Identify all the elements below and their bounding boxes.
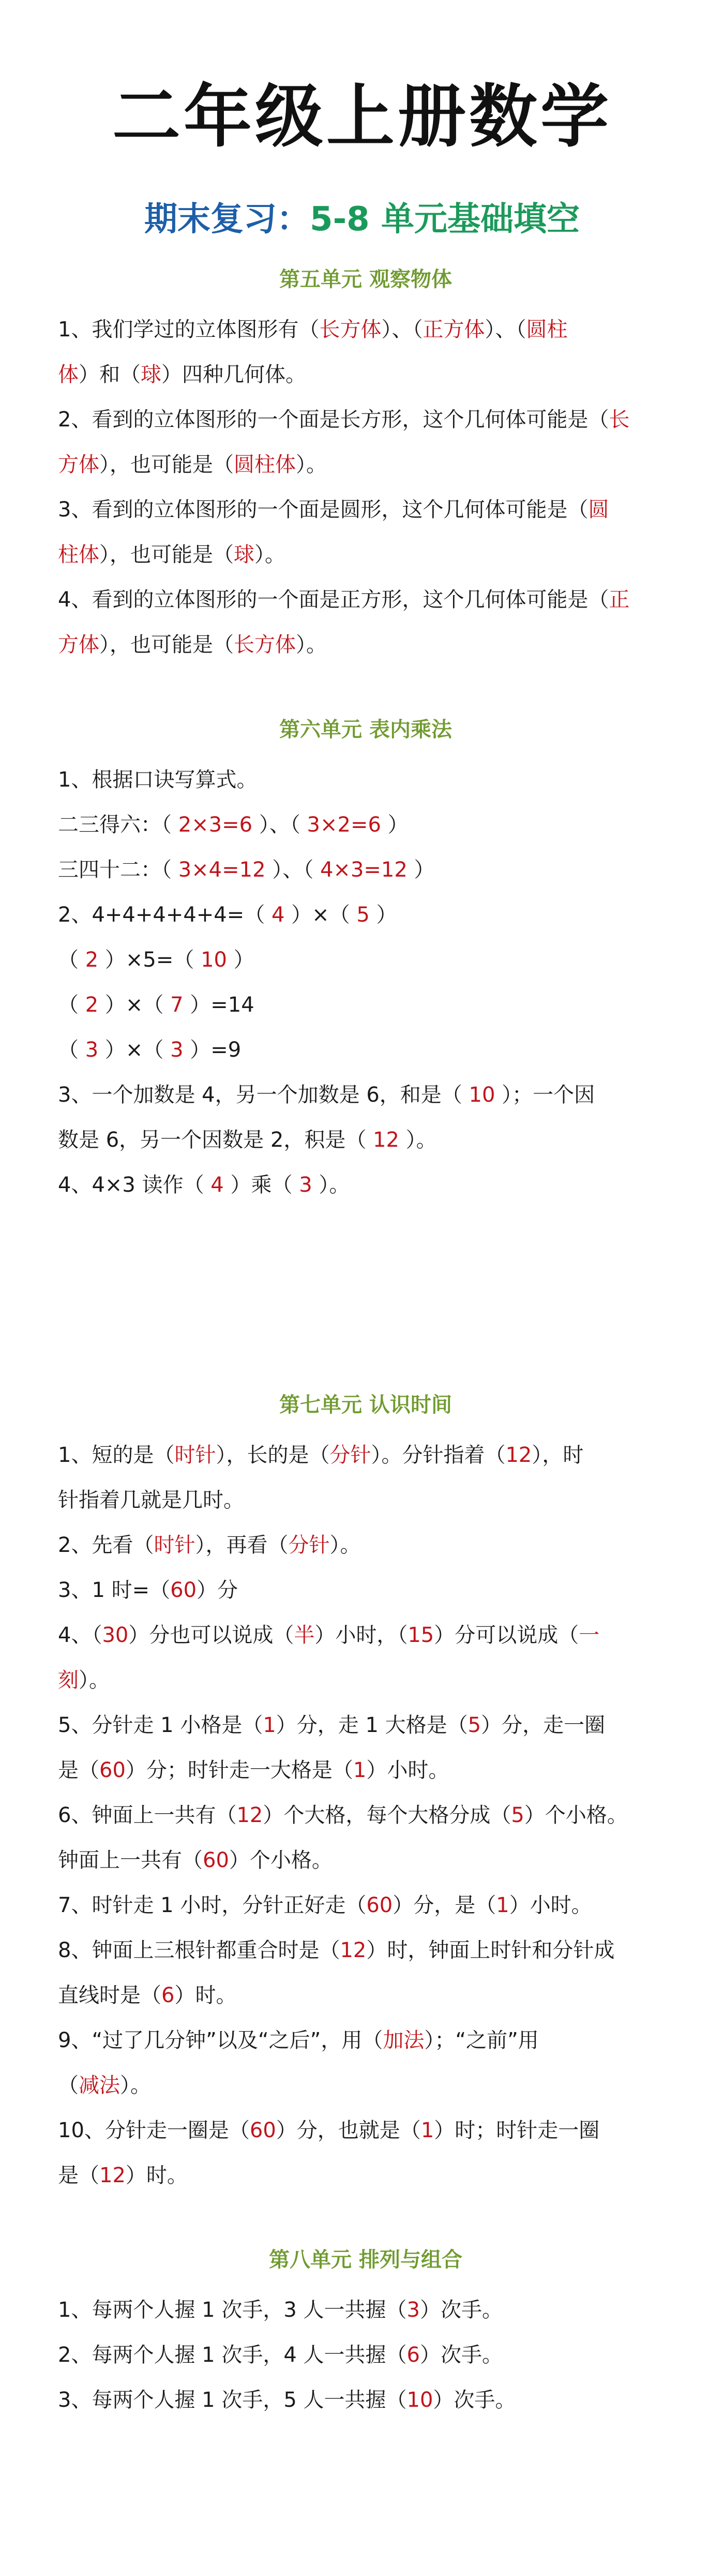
answer-text: 10 [406,2388,433,2412]
question-line [58,758,673,803]
question-text: ）分可以说成（ [434,1623,579,1647]
question-line [58,1928,673,1973]
answer-text: 柱体 [58,543,99,567]
answer-text: 5 [511,1803,524,1827]
question-text: 10、分针走一圈是（ [58,2119,250,2142]
section-title: 第七单元 认识时间 [279,1393,452,1417]
question-text: 直线时是（ [58,1983,161,2007]
answer-text: 方体 [58,453,99,477]
answer-text: 60 [366,1893,393,1917]
question-text: ）时。 [125,2164,188,2187]
question-text: 1、短的是（ [58,1443,175,1467]
question-text: 7、时针走 1 小时，分针正好走（ [58,1893,367,1917]
question-line [58,397,673,442]
question-line [58,1838,673,1883]
answer-text: 球 [141,363,161,387]
question-text: ）。 [296,453,327,477]
question-text: 是（ [58,1758,99,1782]
answer-text: 分针 [288,1533,330,1557]
answer-text: 正方体 [423,318,485,342]
question-line [58,1118,673,1163]
question-line [58,2108,673,2153]
question-text: ）；“之前”用 [424,2029,539,2052]
question-text: ）。 [312,1173,350,1197]
question-line [58,1973,673,2018]
answer-text: 圆柱体 [234,453,296,477]
answer-text: 长 [609,408,630,432]
question-line [58,1703,673,1748]
answer-text: 3×2=6 [307,813,381,837]
answer-text: 圆 [588,498,609,522]
question-text: 2、每两个人握 1 次手，4 人一共握（ [58,2343,407,2367]
question-line [58,2378,673,2423]
question-text: ）时；时针走一圈 [434,2119,600,2142]
answer-text: 60 [170,1578,197,1602]
answer-text: 减法 [79,2074,120,2097]
question-text: （ [58,1038,85,1062]
question-text: ）时。 [174,1983,237,2007]
answer-text: 球 [234,543,254,567]
question-text: ）四种几何体。 [161,363,306,387]
question-text: ），也可能是（ [99,633,234,657]
question-text: （ [58,993,85,1017]
question-text: ）×（ [98,1038,171,1062]
answer-text: 分针 [329,1443,371,1467]
section-lines [58,307,673,668]
question-text: ）、（ [485,318,526,342]
question-line [58,1883,673,1928]
question-text: ）、（ [252,813,307,837]
answer-text: 4 [272,903,285,927]
answer-text: 时针 [174,1443,216,1467]
question-text: ）。 [79,1668,110,1692]
question-text: ）分，是（ [393,1893,496,1917]
question-text: ）小时。 [509,1893,592,1917]
answer-text: 12 [505,1443,532,1467]
question-text: 6、钟面上一共有（ [58,1803,237,1827]
answer-text: 加法 [383,2029,425,2052]
question-text: 1、我们学过的立体图形有（ [58,318,320,342]
question-text: 3、1 时=（ [58,1578,171,1602]
question-text: ）。 [399,1128,437,1152]
question-text: ）。分针指着（ [371,1443,506,1467]
question-text: 针指着几就是几时。 [58,1488,244,1512]
question-line [58,893,673,938]
question-text: ）和（ [79,363,141,387]
question-line [58,848,673,893]
question-text: 3、一个加数是 4，另一个加数是 6，和是（ [58,1083,469,1107]
question-text: ） [227,948,254,972]
answer-text: 5 [467,1713,481,1737]
question-text: ）小时。 [366,1758,449,1782]
answer-text: 12 [373,1128,399,1152]
question-text: 2、先看（ [58,1533,154,1557]
answer-text: 10 [469,1083,495,1107]
question-text: 4、看到的立体图形的一个面是正方形，这个几何体可能是（ [58,588,609,612]
answer-text: 6 [161,1983,175,2007]
question-line [58,1433,673,1478]
question-text: ）。 [296,633,327,657]
question-text: 3、每两个人握 1 次手，5 人一共握（ [58,2388,407,2412]
question-text: ） [381,813,409,837]
question-text: 钟面上一共有（ [58,1848,203,1872]
question-text: ）个小格。 [524,1803,628,1827]
question-text: ）分，也就是（ [276,2119,421,2142]
question-line [58,2333,673,2378]
section-unit5 [58,269,673,668]
question-text: 1、根据口诀写算式。 [58,768,258,792]
question-text: ），也可能是（ [99,543,234,567]
section-title: 第八单元 排列与组合 [269,2248,462,2272]
question-text: （ [58,948,85,972]
question-text: ），也可能是（ [99,453,234,477]
question-line [58,623,673,668]
question-text: ）=9 [183,1038,242,1062]
question-line [58,1028,673,1073]
answer-text: 长方体 [319,318,382,342]
answer-text: 60 [99,1758,126,1782]
question-text: ）×（ [98,993,171,1017]
question-text: （ [58,2074,79,2097]
question-line [58,487,673,532]
question-text: 4、4×3 读作（ [58,1173,211,1197]
question-line [58,983,673,1028]
question-text: 9、“过了几分钟”以及“之后”，用（ [58,2029,383,2052]
question-text: ）分；时针走一大格是（ [125,1758,353,1782]
answer-text: 1 [496,1893,509,1917]
question-text: ）个小格。 [229,1848,333,1872]
answer-text: 长方体 [234,633,296,657]
question-text: ）×5=（ [98,948,201,972]
page-subtitle [0,200,724,239]
answer-text: 正 [609,588,630,612]
question-line [58,1163,673,1208]
answer-text: 60 [249,2119,276,2142]
page-title: 二年级上册数学 [112,77,612,157]
question-line [58,442,673,487]
question-line [58,532,673,578]
question-text: ）、（ [265,858,320,882]
subtitle-part1: 期末复习： [144,200,310,239]
answer-text: 15 [408,1623,434,1647]
section-title: 第六单元 表内乘法 [279,718,452,742]
question-text: ），时 [532,1443,584,1467]
answer-text: 3 [170,1038,184,1062]
question-text: 2、看到的立体图形的一个面是长方形，这个几何体可能是（ [58,408,609,432]
answer-text: 圆柱 [526,318,568,342]
answer-text: 6 [406,2343,420,2367]
answer-text: 2×3=6 [178,813,253,837]
answer-text: 7 [170,993,184,1017]
question-text: ）、（ [381,318,423,342]
question-text: 1、每两个人握 1 次手，3 人一共握（ [58,2298,407,2322]
question-line [58,307,673,352]
question-text: ）×（ [284,903,357,927]
answer-text: 3×4=12 [178,858,266,882]
question-line [58,938,673,983]
answer-text: 1 [353,1758,367,1782]
question-text: ）时，钟面上时针和分针成 [366,1938,615,1962]
answer-text: 1 [263,1713,276,1737]
section-unit8 [58,2249,673,2423]
section-lines [58,2288,673,2423]
answer-text: 12 [340,1938,367,1962]
answer-text: 12 [236,1803,263,1827]
question-line [58,1523,673,1568]
question-text: 是（ [58,2164,99,2187]
question-line [58,803,673,848]
answer-text: 2 [85,993,99,1017]
question-text: 三四十二：（ [58,858,178,882]
question-text: ）个大格，每个大格分成（ [263,1803,511,1827]
question-text: ）=14 [183,993,254,1017]
answer-text: 12 [99,2164,126,2187]
question-text: 数是 6，另一个因数是 2，积是（ [58,1128,373,1152]
question-text: ）分，走 1 大格是（ [276,1713,468,1737]
answer-text: 3 [85,1038,99,1062]
question-text: ）。 [120,2074,151,2097]
question-text: ）次手。 [433,2388,516,2412]
question-text: ）；一个因 [495,1083,595,1107]
section-unit7 [58,1395,673,2198]
question-line [58,1613,673,1658]
section-lines [58,758,673,1208]
answer-text: 半 [294,1623,315,1647]
question-text: ）小时，（ [314,1623,408,1647]
answer-text: 方体 [58,633,99,657]
question-line [58,2153,673,2198]
question-line [58,1073,673,1118]
question-line [58,1658,673,1703]
question-text: 8、钟面上三根针都重合时是（ [58,1938,340,1962]
answer-text: 体 [58,363,79,387]
question-text: ），再看（ [195,1533,289,1557]
question-text: ）次手。 [419,2343,503,2367]
question-line [58,1793,673,1838]
question-text: 二三得六：（ [58,813,178,837]
question-text: ）分 [197,1578,238,1602]
question-text: ） [369,903,397,927]
question-line [58,2288,673,2333]
question-line [58,2063,673,2108]
answer-text: 1 [420,2119,434,2142]
question-text: 4、（ [58,1623,102,1647]
answer-text: 3 [406,2298,420,2322]
question-line [58,2018,673,2063]
answer-text: 一 [579,1623,600,1647]
question-text: ）分，走一圈 [481,1713,606,1737]
question-text: ）。 [254,543,285,567]
question-line [58,1568,673,1613]
answer-text: 2 [85,948,99,972]
answer-text: 4×3=12 [320,858,408,882]
answer-text: 10 [201,948,227,972]
question-text: 2、4+4+4+4+4=（ [58,903,272,927]
question-line [58,352,673,397]
question-text: ）。 [329,1533,361,1557]
question-text: ） [407,858,435,882]
section-lines [58,1433,673,2198]
question-text: ）乘（ [223,1173,299,1197]
answer-text: 30 [102,1623,129,1647]
answer-text: 时针 [154,1533,195,1557]
question-text: ），长的是（ [216,1443,330,1467]
answer-text: 刻 [58,1668,79,1692]
question-text: ）分也可以说成（ [128,1623,294,1647]
answer-text: 4 [210,1173,224,1197]
question-line [58,1478,673,1523]
answer-text: 5 [356,903,370,927]
question-line [58,1748,673,1793]
answer-text: 60 [203,1848,229,1872]
section-title: 第五单元 观察物体 [279,268,452,291]
section-unit6 [58,719,673,1208]
subtitle-part2: 5-8 单元基础填空 [310,200,580,239]
question-text: 3、看到的立体图形的一个面是圆形，这个几何体可能是（ [58,498,589,522]
question-line [58,578,673,623]
answer-text: 3 [299,1173,312,1197]
question-text: ）次手。 [419,2298,503,2322]
question-text: 5、分针走 1 小格是（ [58,1713,263,1737]
